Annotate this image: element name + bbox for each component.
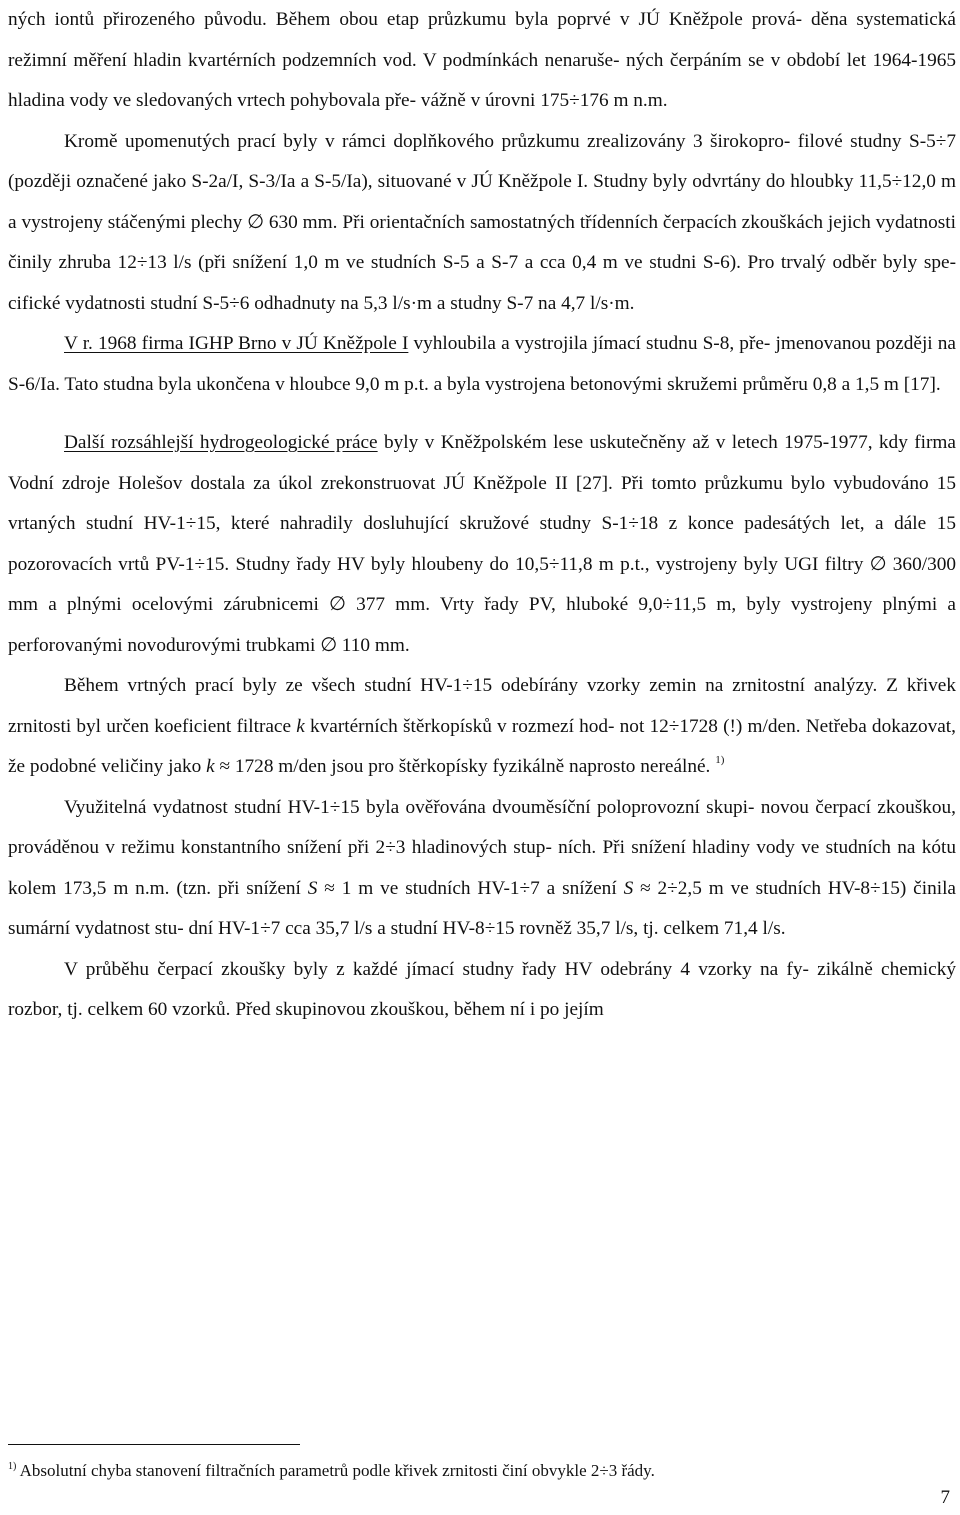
paragraph [8, 950, 956, 1031]
footnote-text: Absolutní chyba stanovení filtračních parametrů podle křivek zrnitosti činí obvykle 2÷3 řády. [16, 1461, 655, 1480]
paragraph-text: ≈ 1728 m/den jsou pro štěrkopísky fyzikálně naprosto nereálné. [214, 756, 716, 777]
paragraph-text: Využitelná vydatnost studní HV-1÷15 byla ověřována dvouměsíční poloprovozní skupi- novou čerpací zkouškou, prováděnou v režimu konstantního snížení při 2÷3 hladinových stup- ních. Při snížení hladiny vody ve studních na kótu kolem 173,5 m n.m. (tzn. při snížení [8, 796, 956, 899]
paragraph-text: Kromě upomenutých prací byly v rámci doplňkového průzkumu zrealizovány 3 širokopro- filové studny S-5÷7 (později označené jako S-2a/I, S-3/Ia a S-5/Ia), situované v JÚ Kněžpole I. Studny byly odvrtány do hloubky 11,5÷12,0 m a vystrojeny stáčenými plechy ∅ 630 mm. Při orientačních samostatných třídenních čerpacích zkouškách jejich vydatnosti činily zhruba 12÷13 l/s (při snížení 1,0 m ve studních S-5 a S-7 a cca 0,4 m ve studni S-6). Pro trvalý odběr byly spe- cifické vydatnosti studní S-5÷6 odhadnuty na 5,3 l/s·m a studny S-7 na 4,7 l/s·m. [8, 130, 956, 314]
paragraph [8, 324, 956, 405]
paragraph [8, 788, 956, 950]
body-text [8, 0, 956, 1031]
paragraph-text: vyhloubila a vystrojila jímací studnu S-8, pře- jmenovanou později na S-6/Ia. Tato studna byla ukončena v hloubce 9,0 m p.t. a byla vystrojena betonovými skružemi průměru 0,8 a 1,5 m [17]. [8, 333, 956, 395]
paragraph-text: kvartérních štěrkopísků v rozmezí hod- not 12÷1728 (!) m/den. Netřeba dokazovat, že podobné veličiny jako [8, 715, 956, 777]
paragraph-text: ≈ 1 m ve studních HV-1÷7 a snížení [317, 877, 624, 899]
footnote-reference: 1) [715, 754, 725, 766]
underlined-text: Další rozsáhlejší hydrogeologické práce [64, 432, 378, 453]
italic-symbol: k [206, 756, 215, 777]
paragraph [8, 423, 956, 666]
italic-symbol: S [307, 877, 318, 899]
footnote-separator [8, 1444, 300, 1445]
page-body [8, 0, 956, 1031]
paragraph-text: Během vrtných prací byly ze všech studní HV-1÷15 odebírány vzorky zemin na zrnitostní analýzy. Z křivek zrnitosti byl určen koeficient filtrace [8, 675, 956, 737]
italic-symbol: k [296, 715, 305, 737]
paragraph-text: byly v Kněžpolském lese uskutečněny až v letech 1975-1977, kdy firma Vodní zdroje Holešov dostala za úkol zrekonstruovat JÚ Kněžpole II [27]. Při tomto průzkumu bylo vybudováno 15 vrtaných studní HV-1÷15, které nahradily dosluhující skružové studny S-1÷18 z konce padesátých let, a dále 15 pozorovacích vrtů PV-1÷15. Studny řady HV byly hloubeny do 10,5÷11,8 m p.t., vystrojeny byly UGI filtry ∅ 360/300 mm a plnými ocelovými zárubnicemi ∅ 377 mm. Vrty řady PV, hluboké 9,0÷11,5 m, byly vystrojeny plnými a perforovanými novodurovými trubkami ∅ 110 mm. [8, 432, 956, 656]
underlined-text: V r. 1968 firma IGHP Brno v JÚ Kněžpole I [64, 333, 409, 354]
footnote-marker: 1) [8, 1461, 17, 1472]
italic-symbol: S [623, 877, 634, 899]
paragraph [8, 666, 956, 788]
footnote [8, 1458, 948, 1484]
page-number: 7 [940, 1487, 950, 1508]
paragraph-text: ≈ 2÷2,5 m ve studních HV-8÷15) činila sumární vydatnost stu- dní HV-1÷7 cca 35,7 l/s a studní HV-8÷15 rovněž 35,7 l/s, tj. celkem 71,4 l/s. [8, 877, 956, 939]
paragraph-text: ných iontů přirozeného původu. Během obou etap průzkumu byla poprvé v JÚ Kněžpole prová- děna systematická režimní měření hladin kvartérních podzemních vod. V podmínkách nenaruše- ných čerpáním se v období let 1964-1965 hladina vody ve sledovaných vrtech pohybovala pře- vážně v úrovni 175÷176 m n.m. [8, 9, 956, 111]
paragraph [8, 0, 956, 122]
paragraph-text: V průběhu čerpací zkoušky byly z každé jímací studny řady HV odebrány 4 vzorky na fy- zikálně chemický rozbor, tj. celkem 60 vzorků. Před skupinovou zkouškou, během ní i po jejím [8, 958, 956, 1020]
paragraph [8, 122, 956, 325]
